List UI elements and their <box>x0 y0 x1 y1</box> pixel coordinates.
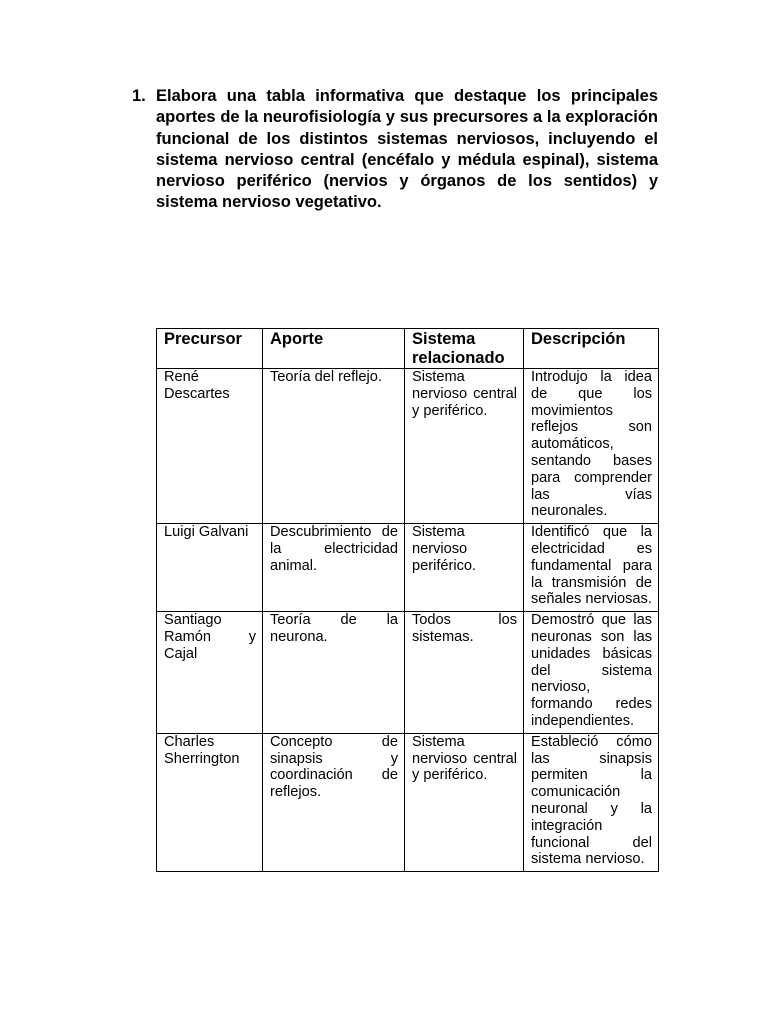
table-header-row <box>157 329 659 369</box>
table-row <box>157 612 659 734</box>
question-text: Elabora una tabla informativa que destaque los principales aportes de la neurofisiología y sus precursores a la exploración funcional de los distintos sistemas nerviosos, incluyendo el sistema nervioso central (encéfalo y médula espinal), sistema nervioso periférico (nervios y órganos de los sentidos) y sistema nervioso vegetativo. <box>156 87 658 212</box>
question-item <box>132 86 658 214</box>
table-row <box>157 733 659 871</box>
cell-sistema: Sistema nervioso central y periférico. <box>405 733 524 871</box>
cell-precursor: Santiago Ramón y Cajal <box>157 612 263 734</box>
cell-precursor: René Descartes <box>157 369 263 524</box>
header-aporte: Aporte <box>263 329 405 369</box>
cell-descripcion: Introdujo la idea de que los movimientos reflejos son automáticos, sentando bases para comprender las vías neuronales. <box>524 369 659 524</box>
cell-aporte: Teoría del reflejo. <box>263 369 405 524</box>
cell-descripcion: Demostró que las neuronas son las unidades básicas del sistema nervioso, formando redes independientes. <box>524 612 659 734</box>
cell-sistema: Todos los sistemas. <box>405 612 524 734</box>
cell-descripcion: Estableció cómo las sinapsis permiten la comunicación neuronal y la integración funcional del sistema nervioso. <box>524 733 659 871</box>
cell-aporte: Descubrimiento de la electricidad animal. <box>263 524 405 612</box>
question-number: 1. <box>132 87 146 105</box>
cell-aporte: Concepto de sinapsis y coordinación de reflejos. <box>263 733 405 871</box>
header-sistema: Sistema relacionado <box>405 329 524 369</box>
table-row <box>157 524 659 612</box>
header-descripcion: Descripción <box>524 329 659 369</box>
info-table <box>156 328 659 872</box>
cell-sistema: Sistema nervioso central y periférico. <box>405 369 524 524</box>
table-row <box>157 369 659 524</box>
cell-aporte: Teoría de la neurona. <box>263 612 405 734</box>
cell-sistema: Sistema nervioso periférico. <box>405 524 524 612</box>
header-precursor: Precursor <box>157 329 263 369</box>
cell-precursor: Luigi Galvani <box>157 524 263 612</box>
cell-precursor: Charles Sherrington <box>157 733 263 871</box>
cell-descripcion: Identificó que la electricidad es fundamental para la transmisión de señales nerviosas. <box>524 524 659 612</box>
